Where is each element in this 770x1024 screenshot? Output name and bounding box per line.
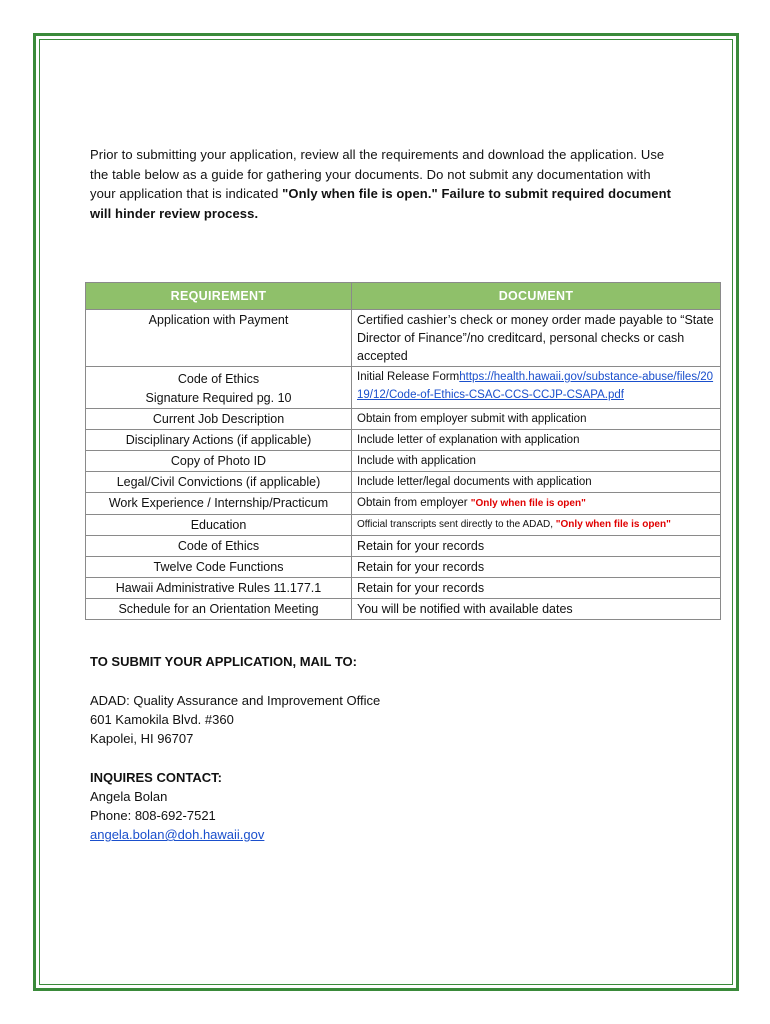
only-when-open-note: "Only when file is open" <box>470 498 586 509</box>
only-when-open-note: "Only when file is open" <box>555 519 671 530</box>
requirement-cell: Disciplinary Actions (if applicable) <box>86 430 352 451</box>
requirement-cell: Code of Ethics <box>86 536 352 557</box>
document-cell: Certified cashier’s check or money order made payable to “State Director of Finance”/no creditcard, personal checks or cash accepted <box>352 310 721 367</box>
office-name: ADAD: Quality Assurance and Improvement Office <box>90 693 381 708</box>
requirement-cell: Copy of Photo ID <box>86 451 352 472</box>
mail-heading: TO SUBMIT YOUR APPLICATION, MAIL TO: <box>90 654 357 669</box>
document-cell: Retain for your records <box>352 557 721 578</box>
requirements-table <box>85 282 721 620</box>
requirement-cell: Twelve Code Functions <box>86 557 352 578</box>
table-header-row <box>86 283 721 310</box>
table-row <box>86 536 721 557</box>
contact-heading: INQUIRES CONTACT: <box>90 770 222 785</box>
table-row <box>86 310 721 367</box>
contact-email-link[interactable]: angela.bolan@doh.hawaii.gov <box>90 827 265 842</box>
document-text: Official transcripts sent directly to the ADAD, <box>357 519 556 530</box>
requirement-cell: Hawaii Administrative Rules 11.177.1 <box>86 578 352 599</box>
table-row <box>86 493 721 515</box>
spacer <box>90 671 690 691</box>
table-row <box>86 367 721 409</box>
intro-paragraph <box>90 145 680 223</box>
document-text: Obtain from employer <box>357 497 471 509</box>
document-cell <box>352 515 721 536</box>
document-cell <box>352 367 721 409</box>
document-text: Initial Release Form <box>357 371 460 383</box>
document-cell <box>352 493 721 515</box>
document-cell: Retain for your records <box>352 536 721 557</box>
requirement-cell: Current Job Description <box>86 409 352 430</box>
header-requirement: REQUIREMENT <box>86 283 352 310</box>
table-row <box>86 515 721 536</box>
document-cell: Include with application <box>352 451 721 472</box>
requirement-cell: Legal/Civil Convictions (if applicable) <box>86 472 352 493</box>
document-cell: Retain for your records <box>352 578 721 599</box>
intro-bold-warning: "Only when file is open." Failure to submit required document will hinder review process. <box>90 186 672 221</box>
intro-text: Prior to submitting your application, review all the requirements and download the application. Use the table below as a guide for gathering your documents. Do not submit any documentation with your application that is indicated <box>90 147 665 201</box>
header-document: DOCUMENT <box>352 283 721 310</box>
table-row <box>86 599 721 620</box>
document-cell: Obtain from employer submit with application <box>352 409 721 430</box>
requirement-line: Code of Ethics <box>177 372 260 386</box>
contact-name: Angela Bolan <box>90 789 168 804</box>
requirement-cell: Schedule for an Orientation Meeting <box>86 599 352 620</box>
requirement-cell: Work Experience / Internship/Practicum <box>86 493 352 515</box>
code-of-ethics-link[interactable]: https://health.hawaii.gov/substance-abuse/files/2019/12/Code-of-Ethics-CSAC-CCS-CCJP-CSAPA.pdf <box>357 371 714 401</box>
table-row <box>86 578 721 599</box>
document-cell: You will be notified with available dates <box>352 599 721 620</box>
requirement-cell: Application with Payment <box>86 310 352 367</box>
spacer <box>90 748 690 768</box>
document-cell: Include letter/legal documents with application <box>352 472 721 493</box>
table-row <box>86 430 721 451</box>
table-row <box>86 472 721 493</box>
table-row <box>86 451 721 472</box>
contact-phone: Phone: 808-692-7521 <box>90 808 216 823</box>
city-state-zip: Kapolei, HI 96707 <box>90 731 194 746</box>
table-row <box>86 409 721 430</box>
requirement-cell: Education <box>86 515 352 536</box>
mailing-section <box>90 652 690 844</box>
requirement-line: Signature Required pg. 10 <box>145 391 292 405</box>
document-cell: Include letter of explanation with application <box>352 430 721 451</box>
table-row <box>86 557 721 578</box>
street-address: 601 Kamokila Blvd. #360 <box>90 712 234 727</box>
requirement-cell <box>86 367 352 409</box>
